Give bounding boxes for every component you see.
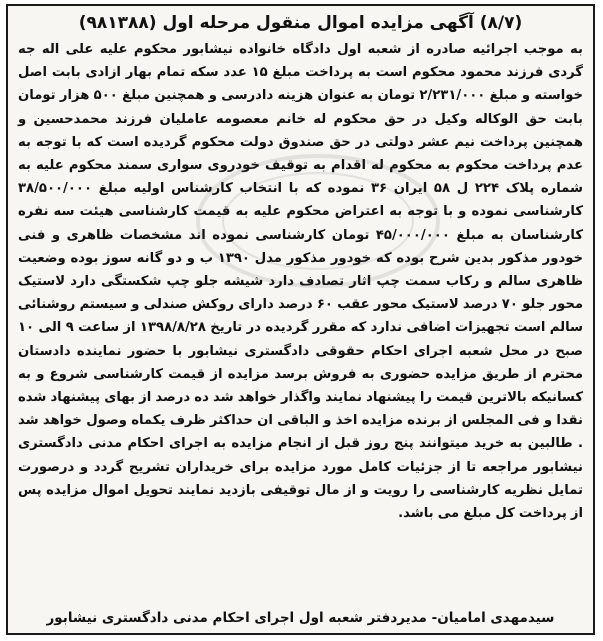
auction-notice <box>6 4 595 635</box>
notice-title: (۸/۷) آگهی مزایده اموال منقول مرحله اول (۹۸۱۳۸۸) <box>78 13 523 33</box>
notice-body: به موجب اجرائیه صادره از شعبه اول دادگاه خانواده نیشابور محکوم علیه علی اله جه گردی فرزند محمود محکوم است به پرداخت مبلغ ۱۵ عدد سکه تمام بهار ازادی بابت اصل خواسته و مبلغ ۲/۲۳۱/۰۰۰ تومان به عنوان هزینه دادرسی و همچنین مبلغ ۵۰۰ هزار تومان بابت حق الوکاله وکیل در حق محکوم له خانم معصومه عاملیان فرزند محمدحسین و همچنین پرداخت نیم عشر دولتی در حق صندوق دولت محکوم گردیده است که با توجه به عدم پرداخت محکوم به محکوم له اقدام به توقیف خودروی سواری سمند محکوم علیه به شماره پلاک ۲۲۴ ل ۵۸ ایران ۳۶ نموده که با انتخاب کارشناس اولیه مبلغ ۳۸/۵۰۰/۰۰۰ کارشناسی نموده و با توجه به اعتراض محکوم علیه به قیمت کارشناسی هیئت سه نفره کارشناسان به مبلغ ۴۵/۰۰۰/۰۰۰ تومان کارشناسی نموده اند مشخصات ظاهری و فنی خودور مذکور بدین شرح بوده که خودور مذکور مدل ۱۳۹۰ ب و دو گانه سوز بوده وضعیت ظاهری سالم و رکاب سمت چپ اثار تصادف دارد شیشه جلو چپ شکستگی دارد لاستیک محور جلو ۷۰ درصد لاستیک محور عقب ۶۰ درصد دارای روکش صندلی و سیستم روشنائی سالم است تجهیزات اضافی ندارد که مقرر گردیده در تاریخ ۱۳۹۸/۸/۲۸ از ساعت ۹ الی ۱۰ صبح در محل شعبه اجرای احکام حقوقی دادگستری نیشابور با حضور نماینده دادستان محترم از طریق مزایده حضوری به فروش برسد مزایده از قیمت کارشناسی شروع و به کسانیکه بالاترین قیمت را پیشنهاد نمایند واگذار خواهد شد ده درصد از بهای پیشنهاد شده نقدا و فی المجلس از برنده مزایده اخذ و الباقی ان حداکثر ظرف یکماه وصول خواهد شد . طالبین به خرید میتوانند پنج روز قبل از انجام مزایده به اجرای احکام مدنی دادگستری نیشابور مراجعه تا از جزئیات کامل مورد مزایده برای خریداران تشریح گردد و درصورت تمایل نظریه کارشناسی را رویت و از مال توقیفی بازدید نمایند تحویل اموال مزایده پس از پرداخت کل مبلغ می باشد. <box>18 42 584 522</box>
notice-signature: سیدمهدی امامیان- مدیردفتر شعبه اول اجرای احکام مدنی دادگستری نیشابور <box>46 610 555 626</box>
